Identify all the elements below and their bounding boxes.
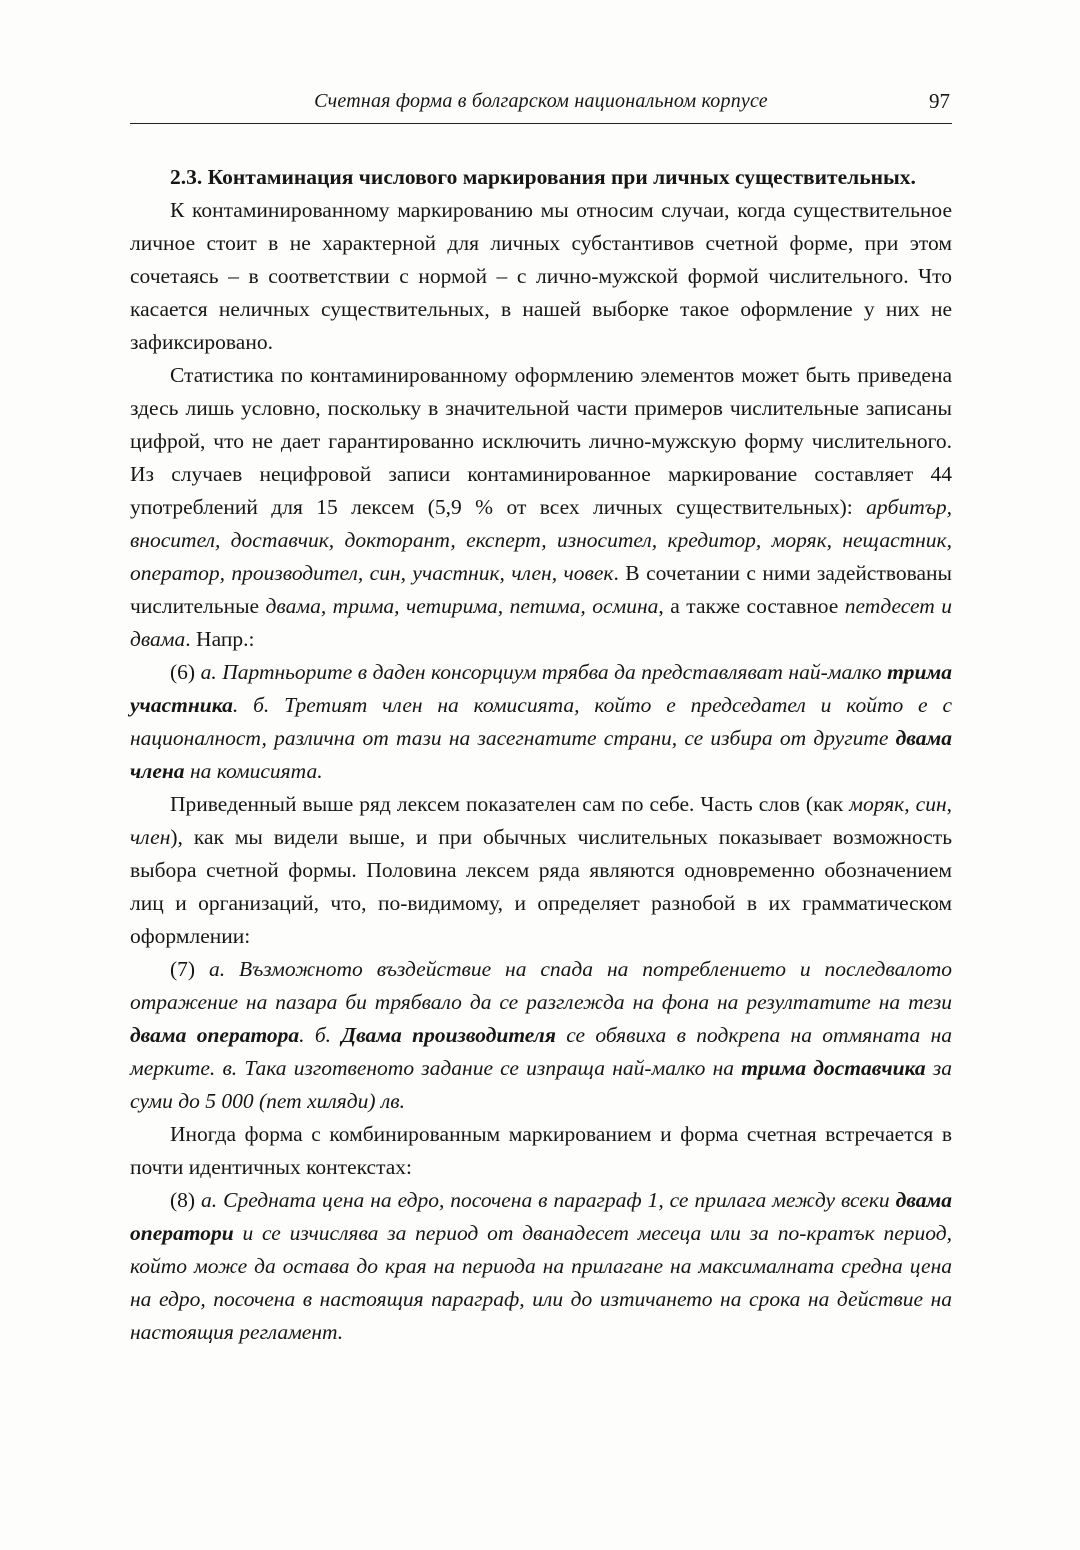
text-run: , [904, 792, 916, 816]
text-run: син [915, 792, 947, 816]
text-run: . В сочетании с ними задействованы числительные [130, 561, 952, 618]
text-run: . б. [299, 1023, 342, 1047]
text-run: член [130, 825, 171, 849]
text-run: на комисията. [184, 759, 323, 783]
text-run: (6) [170, 660, 201, 684]
paragraph [130, 1118, 952, 1184]
text-run: Статистика по контаминированному оформлению элементов может быть приведена здесь лишь условно, поскольку в значительной части примеров числительные записаны цифрой, что не дает гарантированно исключить лично-мужскую форму числительного. Из случаев нецифровой записи контаминированное маркирование составляет 44 употреблений для 15 лексем (5,9 % от всех личных существительных): [130, 363, 952, 519]
text-run: . Напр.: [185, 627, 255, 651]
text-run: , а также составное [658, 594, 845, 618]
text-run: двама члена [130, 726, 952, 783]
article-body [130, 161, 952, 1349]
text-run: за суми до 5 000 (пет хиляди) лв. [130, 1056, 952, 1113]
text-run: 2.3. Контаминация числового маркирования при личных существительных. [170, 165, 916, 189]
text-run: Иногда форма с комбинированным маркированием и форма счетная встречается в почти идентичных контекстах: [130, 1122, 952, 1179]
paragraph [130, 194, 952, 359]
text-run: двама оператори [130, 1188, 952, 1245]
paragraph [130, 788, 952, 953]
text-run: двама оператора [130, 1023, 300, 1047]
text-run: а. Възможното въздействие на спада на потреблението и последвалото отражение на пазара би трябвало да се разглежда на фона на резултатите на тези [130, 957, 952, 1014]
text-run: Двама производителя [341, 1023, 556, 1047]
text-run: трима участника [130, 660, 952, 717]
text-run: . б. Третият член на комисията, който е председател и който е с националност, различна от тази на засегнатите страни, се избира от другите [130, 693, 952, 750]
text-run: Приведенный выше ряд лексем показателен сам по себе. Часть слов (как [170, 792, 850, 816]
text-run: К контаминированному маркированию мы относим случаи, когда существительное личное стоит в не характерной для личных субстантивов счетной форме, при этом сочетаясь – в соответствии с нормой – с лично-мужской формой числительного. Что касается неличных существительных, в нашей выборке такое оформление у них не зафиксировано. [130, 198, 952, 354]
paragraph [130, 359, 952, 656]
page-number: 97 [929, 89, 950, 113]
paragraph [130, 953, 952, 1118]
text-run: и се изчислява за период от дванадесет месеца или за по-кратък период, който може да остава до края на периода на прилагане на максималната средна цена на едро, посочена в настоящия параграф, или до изтичането на срока на действие на настоящия регламент. [130, 1221, 952, 1344]
text-run: а. Партньорите в даден консорциум трябва да представляват най-малко [200, 660, 888, 684]
text-run: (7) [170, 957, 209, 981]
text-run: двама, трима, четирима, петима, осмина [265, 594, 659, 618]
page-header [130, 88, 952, 124]
paragraph [130, 1184, 952, 1349]
text-run: ), как мы видели выше, и при обычных числительных показывает возможность выбора счетной формы. Половина лексем ряда являются одновременно обозначением лиц и организаций, что, по-видимому, и определяет разнобой в их грамматическом оформлении: [130, 825, 952, 948]
running-title: Счетная форма в болгарском национальном корпусе [314, 90, 768, 112]
text-run: а. Средната цена на едро, посочена в параграф 1, се прилага между всеки [201, 1188, 896, 1212]
paragraph [130, 656, 952, 788]
text-run: арбитър, вносител, доставчик, докторант, експерт, износител, кредитор, моряк, нещастник, оператор, производител, син, участник, член, човек [130, 495, 952, 585]
text-run: трима доставчика [741, 1056, 926, 1080]
text-run: се обявиха в подкрепа на отмяната на мерките. в. Така изготвеното задание се изпраща най-малко на [130, 1023, 952, 1080]
text-run: , [946, 792, 953, 816]
text-run: петдесет и двама [130, 594, 952, 651]
text-run: моряк [849, 792, 905, 816]
text-run: (8) [170, 1188, 202, 1212]
section-heading [130, 161, 952, 194]
